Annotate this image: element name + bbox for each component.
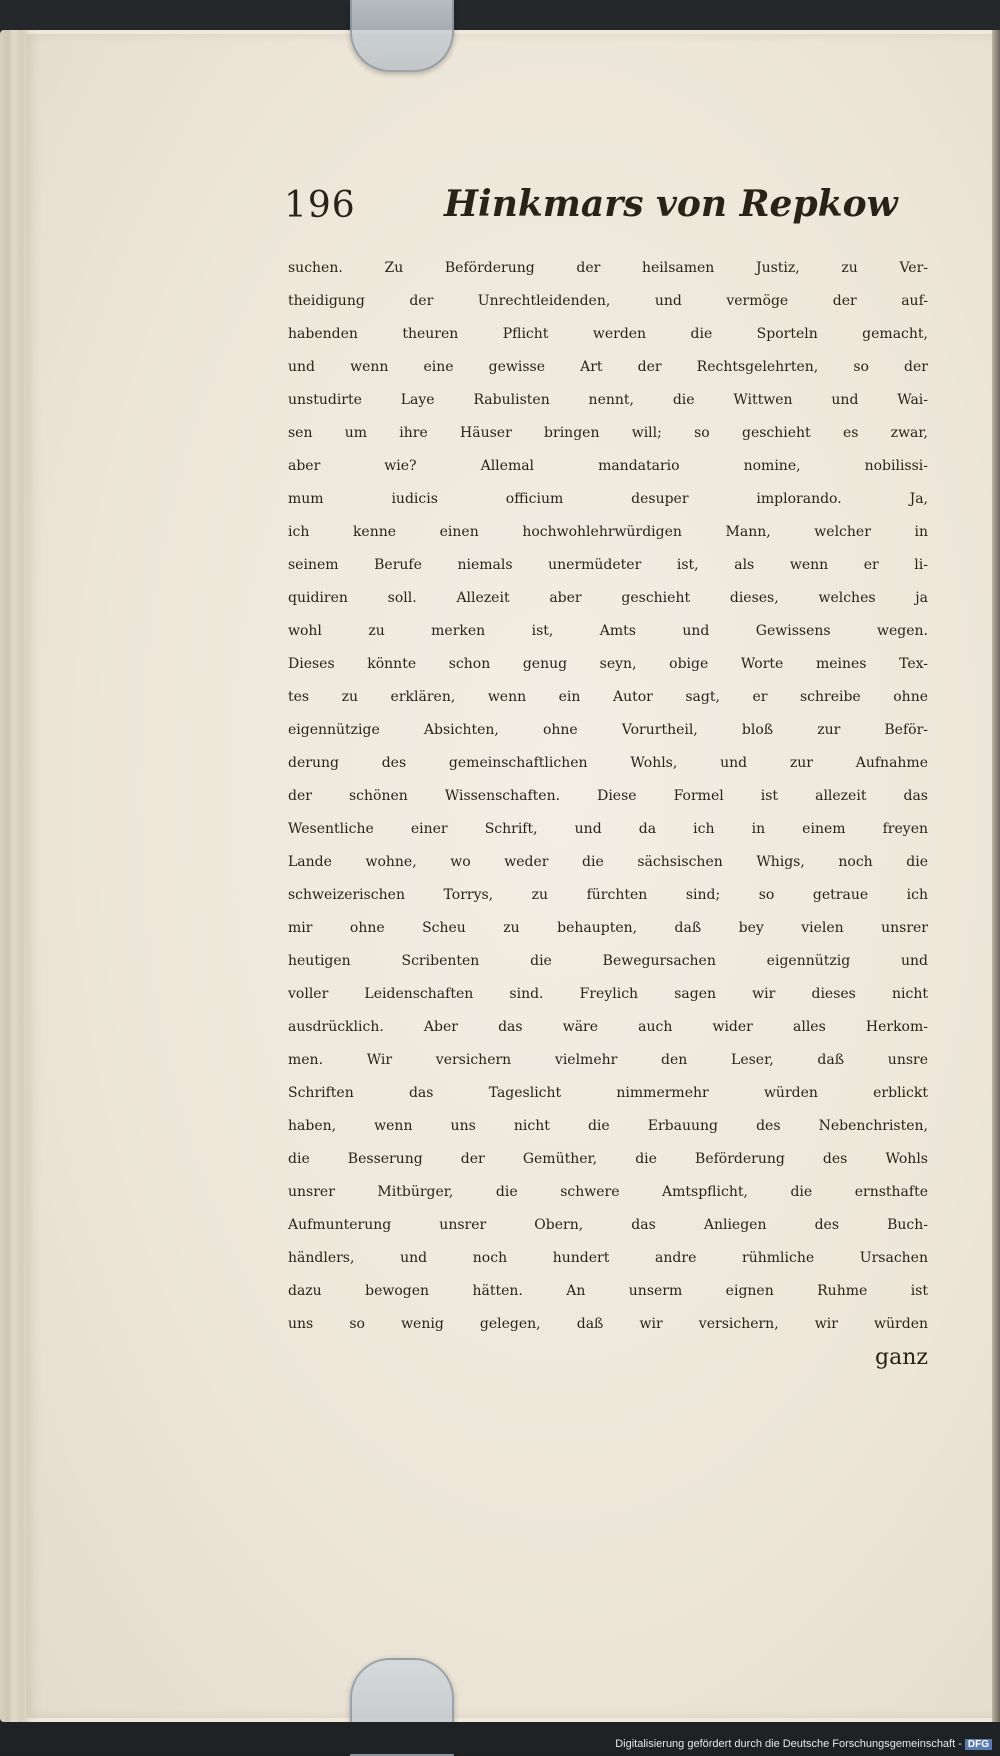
text-line: mir ohne Scheu zu behaupten, daß bey vielen unsrer: [288, 920, 928, 936]
text-line: uns so wenig gelegen, daß wir versichern, wir würden: [288, 1316, 928, 1332]
text-line: aber wie? Allemal mandatario nomine, nobilissi-: [288, 458, 928, 474]
text-line: quidiren soll. Allezeit aber geschieht dieses, welches ja: [288, 590, 928, 606]
text-line: Aufmunterung unsrer Obern, das Anliegen des Buch-: [288, 1217, 928, 1233]
text-line: dazu bewogen hätten. An unserm eignen Ruhme ist: [288, 1283, 928, 1299]
text-line: sen um ihre Häuser bringen will; so geschieht es zwar,: [288, 425, 928, 441]
text-line: händlers, und noch hundert andre rühmliche Ursachen: [288, 1250, 928, 1266]
text-line: suchen. Zu Beförderung der heilsamen Justiz, zu Ver-: [288, 260, 928, 276]
text-line: ich kenne einen hochwohlehrwürdigen Mann, welcher in: [288, 524, 928, 540]
digitization-credit: [615, 1738, 992, 1750]
catchword: ganz: [875, 1345, 928, 1370]
glass-clip-top: [350, 0, 454, 72]
text-line: Dieses könnte schon genug seyn, obige Worte meines Tex-: [288, 656, 928, 672]
text-line: unstudirte Laye Rabulisten nennt, die Wittwen und Wai-: [288, 392, 928, 408]
text-line: haben, wenn uns nicht die Erbauung des Nebenchristen,: [288, 1118, 928, 1134]
body-text: [288, 252, 928, 1374]
text-line: theidigung der Unrechtleidenden, und vermöge der auf-: [288, 293, 928, 309]
credit-text: Digitalisierung gefördert durch die Deutsche Forschungsgemeinschaft -: [615, 1738, 962, 1750]
text-line: Wesentliche einer Schrift, und da ich in einem freyen: [288, 821, 928, 837]
text-line: wohl zu merken ist, Amts und Gewissens wegen.: [288, 623, 928, 639]
text-line: schweizerischen Torrys, zu fürchten sind; so getraue ich: [288, 887, 928, 903]
text-line: tes zu erklären, wenn ein Autor sagt, er schreibe ohne: [288, 689, 928, 705]
page-gutter: [992, 30, 1000, 1722]
dfg-logo: DFG: [965, 1739, 992, 1750]
page-number: 196: [284, 185, 356, 226]
text-line: unsrer Mitbürger, die schwere Amtspflicht, die ernsthafte: [288, 1184, 928, 1200]
text-line: ausdrücklich. Aber das wäre auch wider alles Herkom-: [288, 1019, 928, 1035]
running-head: Hinkmars von Repkow: [444, 183, 898, 225]
text-line: derung des gemeinschaftlichen Wohls, und zur Aufnahme: [288, 755, 928, 771]
text-line: und wenn eine gewisse Art der Rechtsgelehrten, so der: [288, 359, 928, 375]
text-line: der schönen Wissenschaften. Diese Formel ist allezeit das: [288, 788, 928, 804]
text-line: die Besserung der Gemüther, die Beförderung des Wohls: [288, 1151, 928, 1167]
page-header: [284, 175, 924, 235]
text-line: voller Leidenschaften sind. Freylich sagen wir dieses nicht: [288, 986, 928, 1002]
text-line: habenden theuren Pflicht werden die Sporteln gemacht,: [288, 326, 928, 342]
text-line: heutigen Scribenten die Bewegursachen eigennützig und: [288, 953, 928, 969]
text-line: Lande wohne, wo weder die sächsischen Whigs, noch die: [288, 854, 928, 870]
text-line: eigennützige Absichten, ohne Vorurtheil, bloß zur Beför-: [288, 722, 928, 738]
text-line: men. Wir versichern vielmehr den Leser, daß unsre: [288, 1052, 928, 1068]
text-line: seinem Berufe niemals unermüdeter ist, als wenn er li-: [288, 557, 928, 573]
text-line: mum iudicis officium desuper implorando. Ja,: [288, 491, 928, 507]
text-line: Schriften das Tageslicht nimmermehr würden erblickt: [288, 1085, 928, 1101]
